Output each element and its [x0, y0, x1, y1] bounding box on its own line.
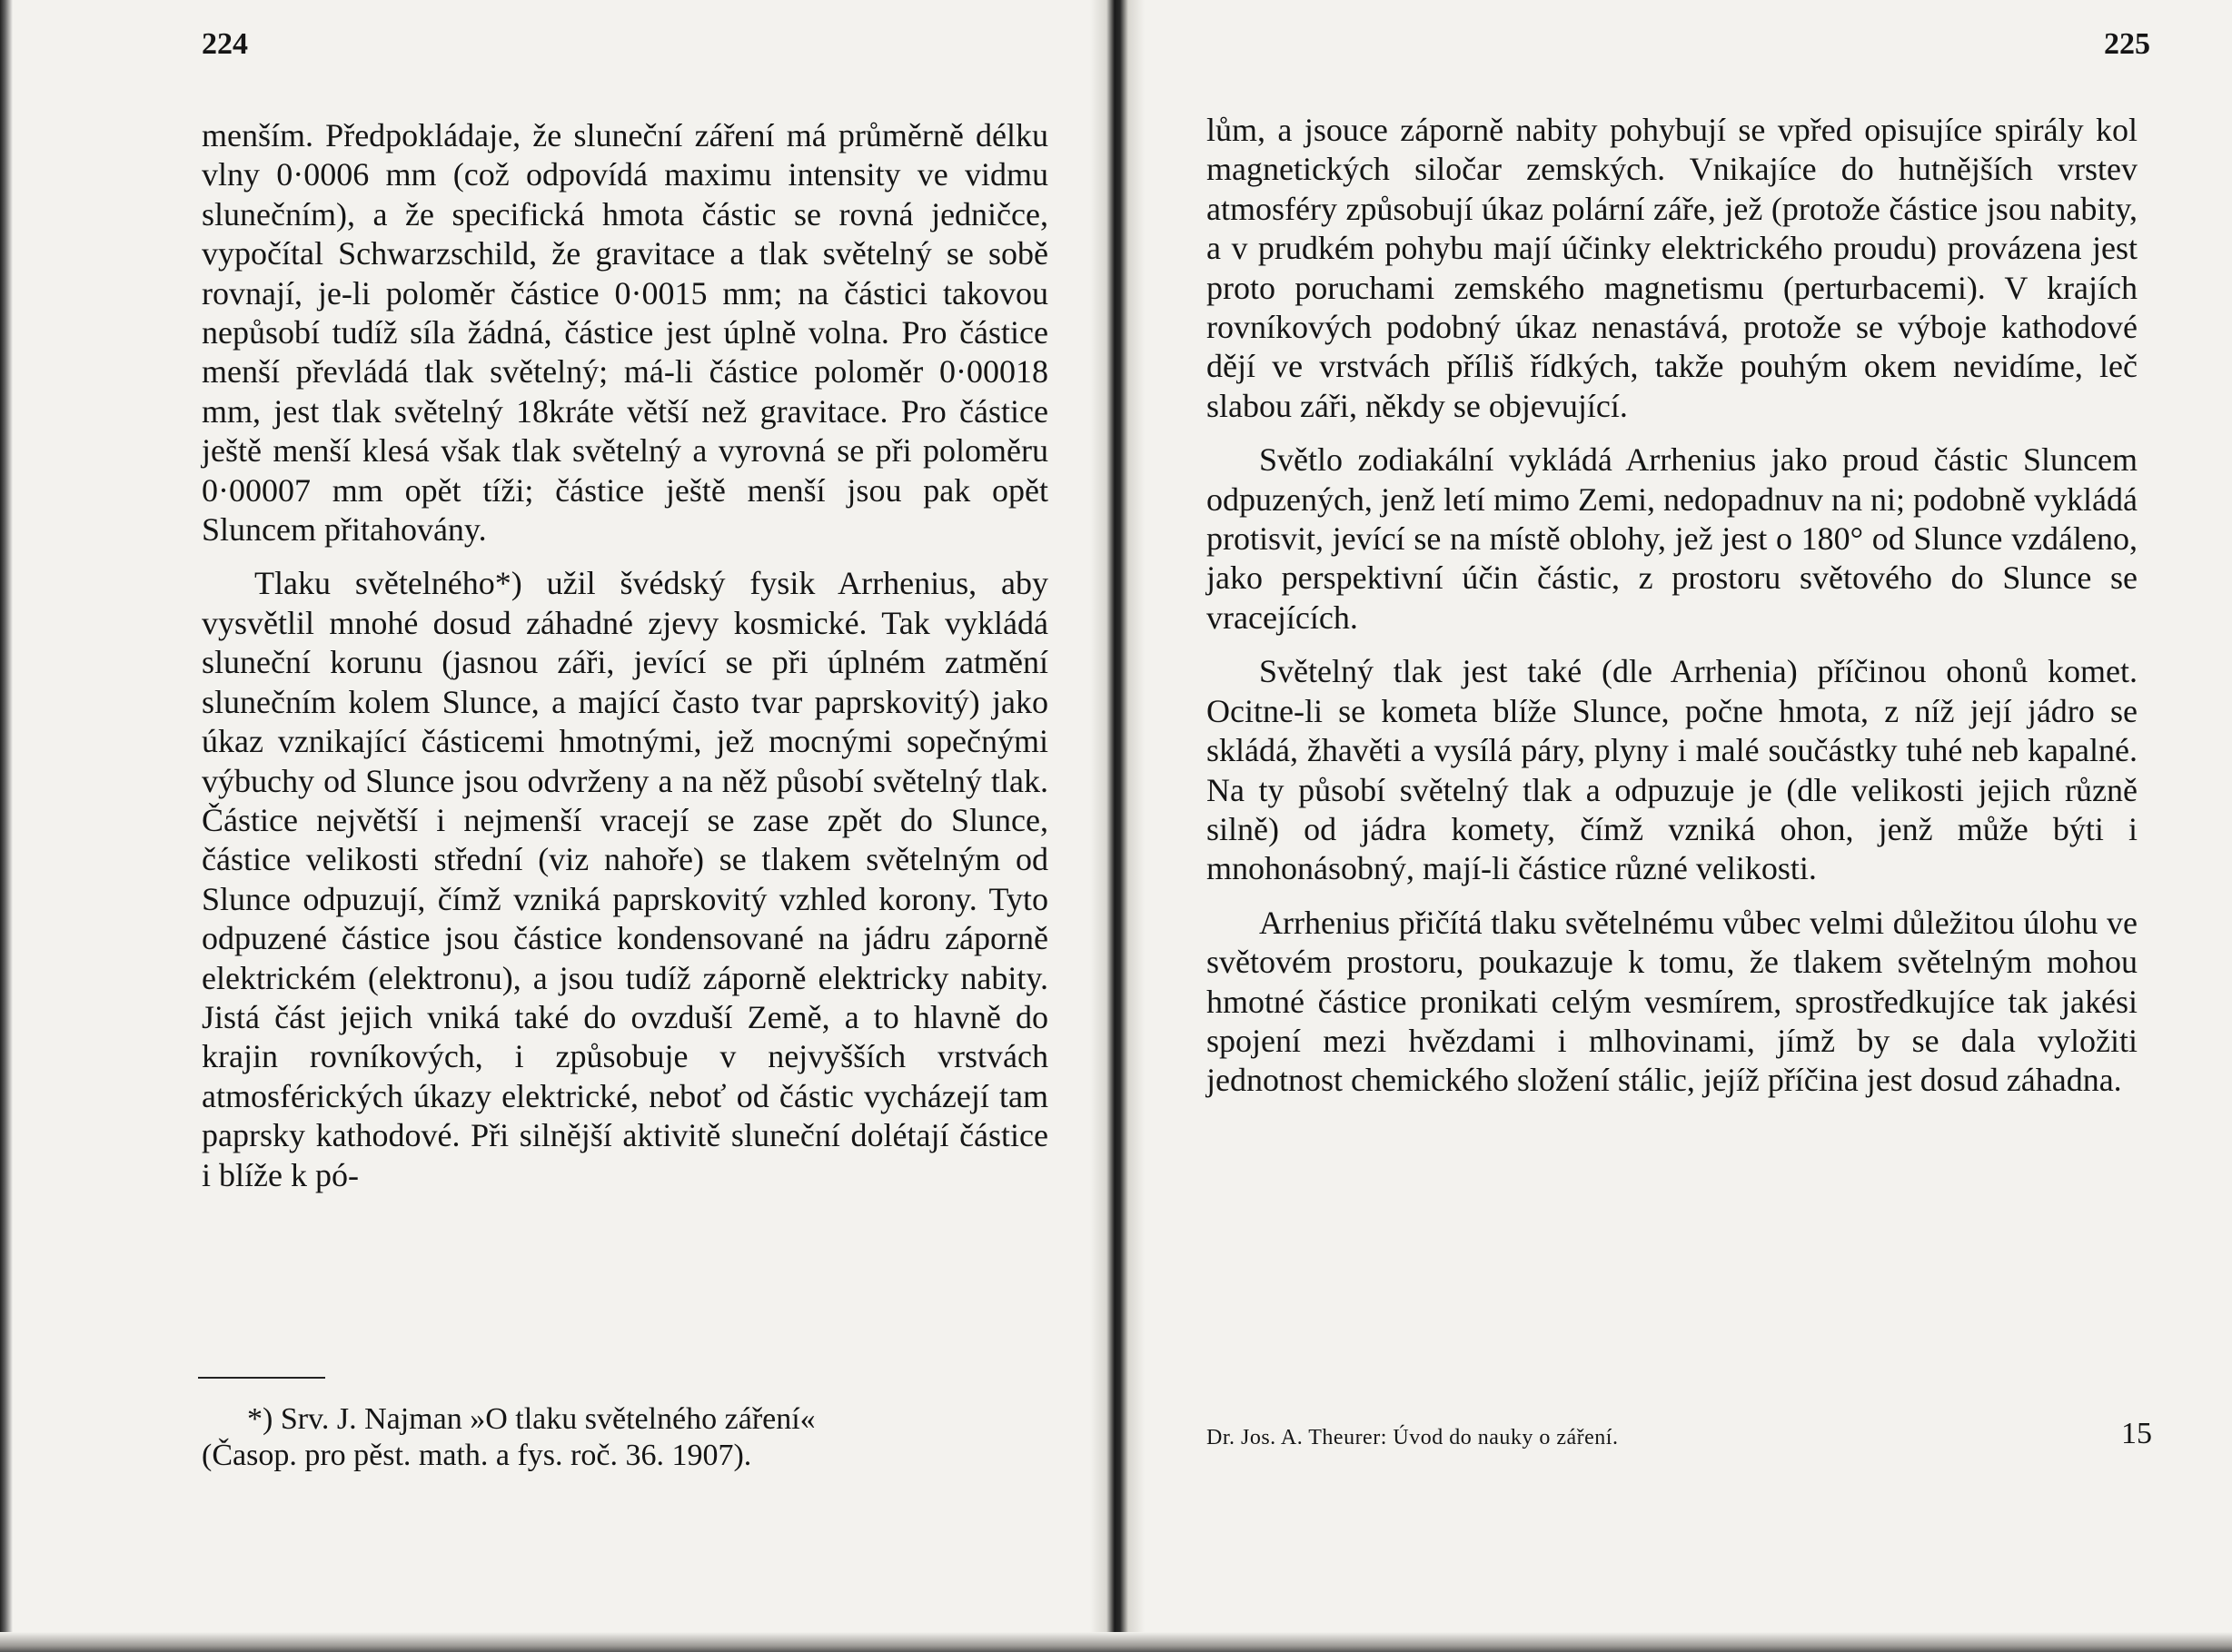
footnote-divider	[198, 1377, 325, 1379]
page-number-left: 224	[202, 27, 248, 61]
right-page-body	[1206, 111, 2138, 1101]
left-page-body	[202, 116, 1048, 1195]
paragraph-6: Arrhenius přičítá tlaku světelnému vůbec velmi důležitou úlohu ve světovém prostoru, poukazuje k tomu, že tlakem světelným mohou hmotné částice pronikati celým vesmírem, sprostředkujíce tak jakési spojení mezi hvězdami i mlhovinami, jímž by se dala vyložiti jednotnost chemického složení stálic, jejíž příčina jest dosud záhadna.	[1206, 904, 2138, 1099]
footnote-line-2: (Časop. pro pěst. math. a fys. roč. 36. 1907).	[202, 1439, 752, 1472]
left-page	[0, 0, 1108, 1652]
sheet-number: 15	[2121, 1417, 2152, 1450]
footnote-line-1: *) Srv. J. Najman »O tlaku světelného záření«	[247, 1402, 816, 1436]
page-number-right: 225	[2104, 27, 2150, 61]
paragraph-2: Tlaku světelného*) užil švédský fysik Arrhenius, aby vysvětlil mnohé dosud záhadné zjevy kosmické. Tak vykládá sluneční korunu (jasnou záři, jevící se při úplném zatmění slunečním kolem Slunce, a mající často tvar paprskovitý) jako úkaz vznikající částicemi hmotnými, jež mocnými sopečnými výbuchy od Slunce jsou odvrženy a na něž působí světelný tlak. Částice největší i nejmenší vracejí se zase zpět do Slunce, částice velikosti střední (viz nahoře) se tlakem světelným od Slunce odpuzují, čímž vzniká paprskovitý vzhled korony. Tyto odpuzené částice jsou částice kondensované na jádru záporně elektrickém (elektronu), a jsou tudíž záporně elektricky nabity. Jistá část jejich vniká také do ovzduší Země, a to hlavně do krajin rovníkových, i způsobuje v nejvyšších vrstvách atmosférických úkazy elektrické, neboť od částic vycházejí tam paprsky kathodové. Při silnější aktivitě sluneční dolétají částice i blíže k pó-	[202, 565, 1048, 1193]
paragraph-4: Světlo zodiakální vykládá Arrhenius jako proud částic Sluncem odpuzených, jenž letí mimo Zemi, nedopadnuv na ni; podobně vykládá protisvit, jevící se na místě oblohy, jež jest o 180° od Slunce vzdáleno, jako perspektivní účin částic, z prostoru světového do Slunce se vracejících.	[1206, 441, 2138, 636]
signature-line: Dr. Jos. A. Theurer: Úvod do nauky o záření.	[1206, 1426, 1619, 1449]
paragraph-5: Světelný tlak jest také (dle Arrhenia) příčinou ohonů komet. Ocitne-li se kometa blíže Slunce, počne hmota, z níž její jádro se skládá, žhavěti a vysílá páry, plyny i malé součástky tuhé neb kapalné. Na ty působí světelný tlak a odpuzuje je (dle velikosti jejich různě silně) od jádra komety, čímž vzniká ohon, jenž může býti i mnohonásobný, mají-li částice různé velikosti.	[1206, 653, 2138, 887]
paragraph-1: menším. Předpokládaje, že sluneční záření má průměrně délku vlny 0·0006 mm (což odpovídá maximu intensity ve vidmu slunečním), a že specifická hmota částic se rovná jedničce, vypočítal Schwarzschild, že gravitace a tlak světelný se sobě rovnají, je-li poloměr částice 0·0015 mm; na částici takovou nepůsobí tudíž síla žádná, částice jest úplně volna. Pro částice menší převládá tlak světelný; má-li částice poloměr 0·00018 mm, jest tlak světelný 18kráte větší než gravitace. Pro částice ještě menší klesá však tlak světelný a vyrovná se při poloměru 0·00007 mm opět tíži; částice ještě menší jsou pak opět Sluncem přitahovány.	[202, 117, 1048, 549]
footnote	[202, 1401, 947, 1474]
paragraph-3: lům, a jsouce záporně nabity pohybují se vpřed opisujíce spirály kol magnetických siločar zemských. Vnikajíce do hutnějších vrstev atmosféry způsobují úkaz polární záře, jež (protože částice jsou nabity, a v prudkém pohybu mají účinky elektrického proudu) provázena jest proto poruchami zemského magnetismu (perturbacemi). V krajích rovníkových podobný úkaz nenastává, protože se výboje kathodové dějí ve vrstvách příliš řídkých, takže pouhým okem nevidíme, leč slabou záři, někdy se objevující.	[1206, 112, 2138, 424]
right-page	[1126, 0, 2232, 1652]
